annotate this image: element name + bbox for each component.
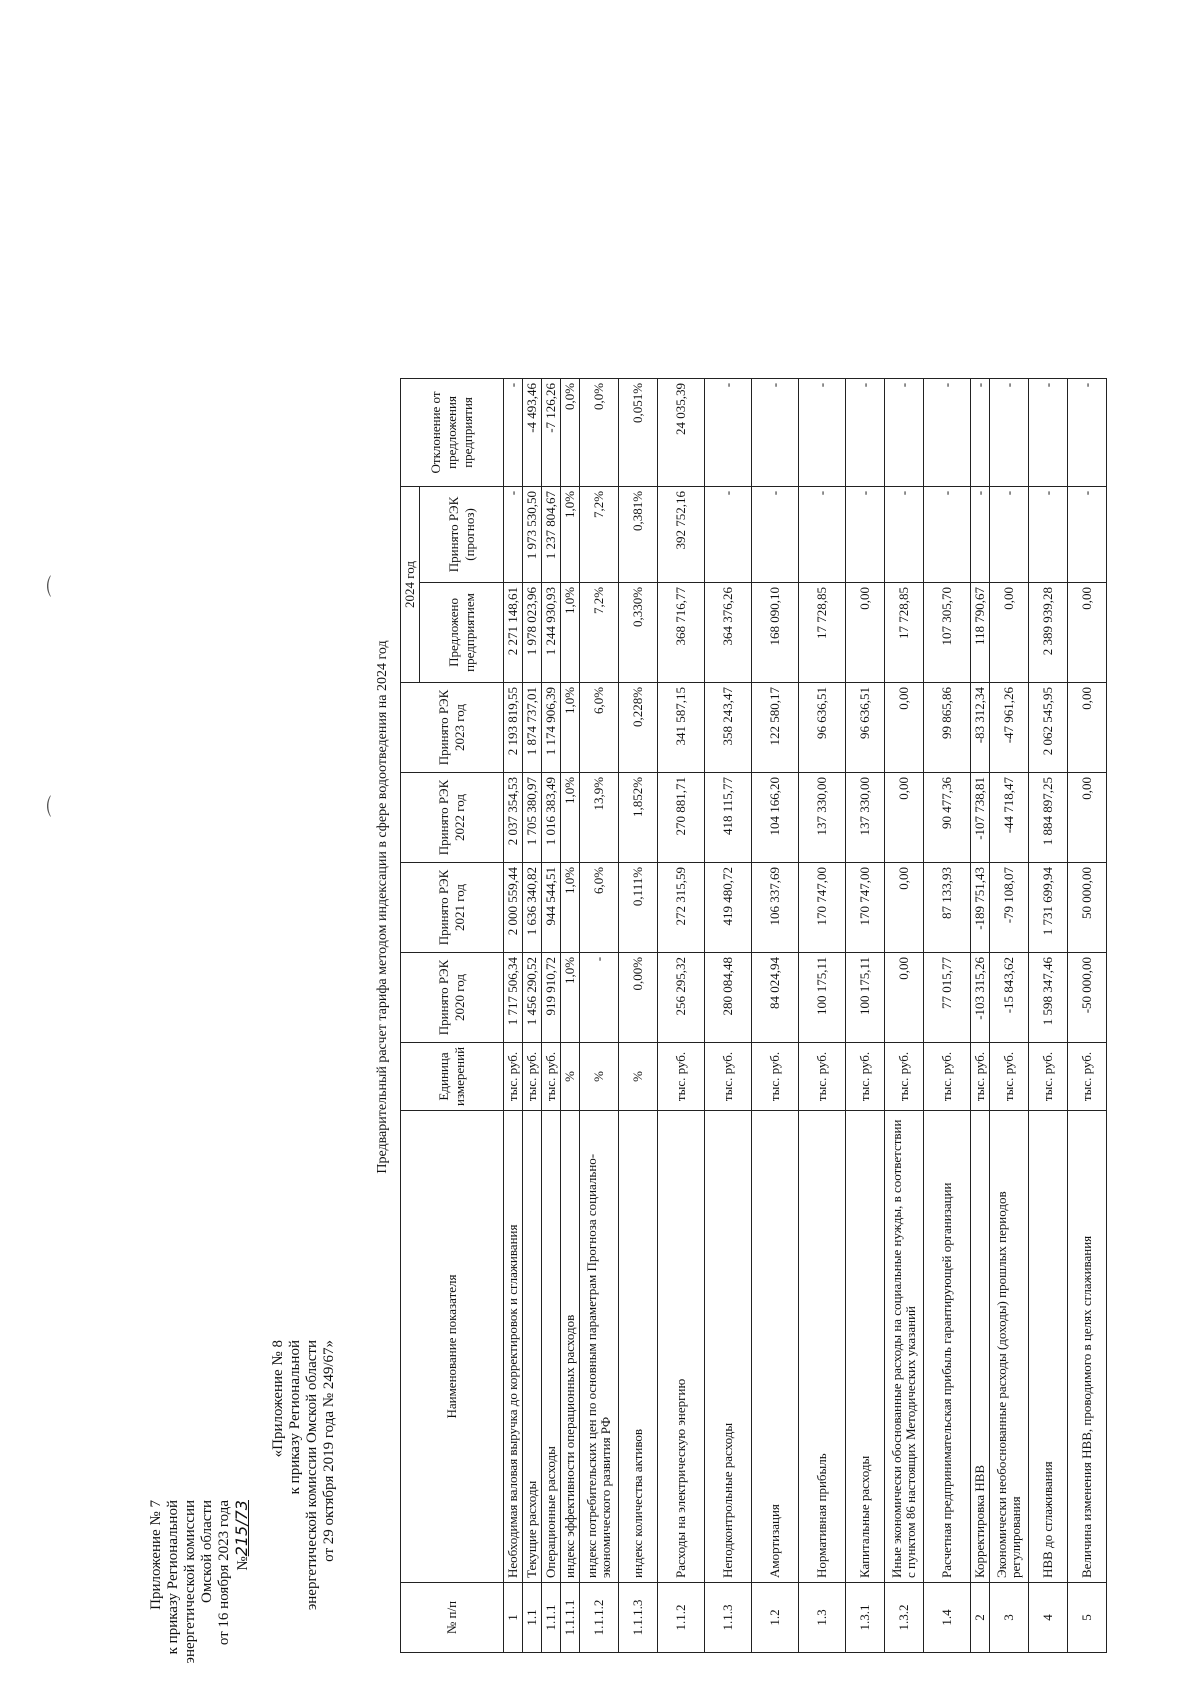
table-row [846, 378, 885, 1652]
cell-unit: тыс. руб. [752, 1042, 799, 1110]
cell-y2020: -50 000,00 [1068, 952, 1107, 1042]
appendix-7-number: 215/73 [232, 1500, 251, 1557]
cell-y2021: 2 000 559,44 [504, 862, 523, 952]
cell-y2021: 1,0% [561, 862, 580, 952]
cell-y2021: 6,0% [580, 862, 619, 952]
cell-proposed: 107 305,70 [924, 582, 971, 682]
cell-num: 2 [971, 1583, 990, 1653]
cell-y2021: 50 000,00 [1068, 862, 1107, 952]
cell-num: 4 [1029, 1583, 1068, 1653]
cell-y2020: 0,00% [619, 952, 658, 1042]
cell-num: 1.1.3 [705, 1583, 752, 1653]
cell-y2023: 6,0% [580, 682, 619, 772]
cell-y2023: 99 865,86 [924, 682, 971, 772]
cell-y2022: 1,0% [561, 772, 580, 862]
cell-deviation: - [705, 378, 752, 486]
cell-y2020: 256 295,32 [658, 952, 705, 1042]
cell-proposed: 2 389 939,28 [1029, 582, 1068, 682]
table-row [580, 378, 619, 1652]
cell-unit: тыс. руб. [1029, 1042, 1068, 1110]
cell-y2023: 0,00 [1068, 682, 1107, 772]
cell-name: индекс потребительских цен по основным параметрам Прогноза социально-экономического развития РФ [580, 1111, 619, 1583]
cell-y2023: 358 243,47 [705, 682, 752, 772]
cell-y2021: -79 108,07 [990, 862, 1029, 952]
cell-y2023: 96 636,51 [799, 682, 846, 772]
cell-name: индекс эффективности операционных расходов [561, 1111, 580, 1583]
cell-y2022: 1,852% [619, 772, 658, 862]
cell-y2022: -44 718,47 [990, 772, 1029, 862]
cell-accepted: 1 973 530,50 [523, 486, 542, 582]
cell-accepted: - [504, 486, 523, 582]
cell-y2020: -103 315,26 [971, 952, 990, 1042]
cell-name: Амортизация [752, 1111, 799, 1583]
cell-y2023: -83 312,34 [971, 682, 990, 772]
cell-y2022: 0,00 [885, 772, 924, 862]
cell-name: Необходимая валовая выручка до корректировок и сглаживания [504, 1111, 523, 1583]
cell-name: Величина изменения НВВ, проводимого в целях сглаживания [1068, 1111, 1107, 1583]
appendix-7-date: от 16 ноября 2023 года № [216, 1500, 251, 1646]
cell-proposed: 17 728,85 [885, 582, 924, 682]
cell-y2021: 419 480,72 [705, 862, 752, 952]
table-row [971, 378, 990, 1652]
cell-deviation: -7 126,26 [542, 378, 561, 486]
cell-name: индекс количества активов [619, 1111, 658, 1583]
cell-y2022: 104 166,20 [752, 772, 799, 862]
cell-proposed: 1,0% [561, 582, 580, 682]
cell-unit: тыс. руб. [846, 1042, 885, 1110]
cell-unit: тыс. руб. [924, 1042, 971, 1110]
cell-proposed: 364 376,26 [705, 582, 752, 682]
cell-y2021: 0,111% [619, 862, 658, 952]
header-proposed: Предложено предприятием [420, 582, 504, 682]
cell-y2020: 0,00 [885, 952, 924, 1042]
cell-name: Неподконтрольные расходы [705, 1111, 752, 1583]
cell-y2023: 122 580,17 [752, 682, 799, 772]
header-accepted: Принято РЭК (прогноз) [420, 486, 504, 582]
cell-proposed: 1 244 930,93 [542, 582, 561, 682]
cell-y2021: 944 544,51 [542, 862, 561, 952]
header-2022: Принято РЭК 2022 год [401, 772, 504, 862]
header-2021: Принято РЭК 2021 год [401, 862, 504, 952]
cell-accepted: - [705, 486, 752, 582]
cell-y2023: 1,0% [561, 682, 580, 772]
cell-y2022: 137 330,00 [846, 772, 885, 862]
cell-y2021: 170 747,00 [799, 862, 846, 952]
cell-deviation: - [504, 378, 523, 486]
table-row [542, 378, 561, 1652]
cell-unit: тыс. руб. [799, 1042, 846, 1110]
cell-unit: тыс. руб. [990, 1042, 1029, 1110]
cell-name: Операционные расходы [542, 1111, 561, 1583]
header-unit: Единица измерений [401, 1042, 504, 1110]
table-row [658, 378, 705, 1652]
cell-num: 1.1.1.2 [580, 1583, 619, 1653]
cell-proposed: 0,00 [1068, 582, 1107, 682]
cell-proposed: 2 271 148,61 [504, 582, 523, 682]
cell-unit: тыс. руб. [971, 1042, 990, 1110]
table-row [885, 378, 924, 1652]
cell-unit: тыс. руб. [542, 1042, 561, 1110]
table-row [561, 378, 580, 1652]
header-name: Наименование показателя [401, 1111, 504, 1583]
cell-accepted: - [799, 486, 846, 582]
cell-y2022: 2 037 354,53 [504, 772, 523, 862]
cell-num: 1.1.1.3 [619, 1583, 658, 1653]
cell-y2020: 1 717 506,34 [504, 952, 523, 1042]
table-row [705, 378, 752, 1652]
cell-deviation: 0,0% [561, 378, 580, 486]
cell-deviation: - [1068, 378, 1107, 486]
cell-deviation: - [846, 378, 885, 486]
appendix-8-line1: «Приложение № 8 [270, 1340, 286, 1458]
cell-y2023: 1 174 906,39 [542, 682, 561, 772]
cell-accepted: 1,0% [561, 486, 580, 582]
table-row [1068, 378, 1107, 1652]
cell-y2020: 84 024,94 [752, 952, 799, 1042]
cell-y2023: -47 961,26 [990, 682, 1029, 772]
cell-y2021: 170 747,00 [846, 862, 885, 952]
cell-proposed: 368 716,77 [658, 582, 705, 682]
cell-y2021: 106 337,69 [752, 862, 799, 952]
cell-num: 1.2 [752, 1583, 799, 1653]
cell-name: Корректировка НВВ [971, 1111, 990, 1583]
cell-y2023: 341 587,15 [658, 682, 705, 772]
cell-accepted: - [924, 486, 971, 582]
header-2024: 2024 год [401, 486, 420, 682]
cell-y2022: -107 738,81 [971, 772, 990, 862]
cell-name: Иные экономически обоснованные расходы на социальные нужды, в соответствии с пунктом 86 настоящих Методических указаний [885, 1111, 924, 1583]
cell-proposed: 0,00 [846, 582, 885, 682]
cell-unit: % [561, 1042, 580, 1110]
cell-y2021: 0,00 [885, 862, 924, 952]
cell-deviation: 0,051% [619, 378, 658, 486]
cell-y2021: 1 636 340,82 [523, 862, 542, 952]
appendix-8-line4: от 29 октября 2019 года № 249/67» [321, 1340, 337, 1562]
cell-unit: % [580, 1042, 619, 1110]
cell-name: НВВ до сглаживания [1029, 1111, 1068, 1583]
cell-accepted: - [846, 486, 885, 582]
header-num: № п/п [401, 1583, 504, 1653]
cell-y2021: -189 751,43 [971, 862, 990, 952]
cell-accepted: 7,2% [580, 486, 619, 582]
cell-y2022: 13,9% [580, 772, 619, 862]
cell-deviation: - [990, 378, 1029, 486]
cell-unit: % [619, 1042, 658, 1110]
cell-y2023: 2 193 819,55 [504, 682, 523, 772]
cell-proposed: 0,330% [619, 582, 658, 682]
cell-unit: тыс. руб. [658, 1042, 705, 1110]
cell-y2022: 90 477,36 [924, 772, 971, 862]
cell-y2020: 100 175,11 [846, 952, 885, 1042]
cell-y2023: 2 062 545,95 [1029, 682, 1068, 772]
cell-y2020: 100 175,11 [799, 952, 846, 1042]
cell-unit: тыс. руб. [523, 1042, 542, 1110]
cell-name: Расходы на электрическую энергию [658, 1111, 705, 1583]
table-row [504, 378, 523, 1652]
cell-y2023: 1 874 737,01 [523, 682, 542, 772]
cell-deviation: - [885, 378, 924, 486]
cell-name: Текущие расходы [523, 1111, 542, 1583]
header-2020: Принято РЭК 2020 год [401, 952, 504, 1042]
cell-y2020: 1 598 347,46 [1029, 952, 1068, 1042]
cell-y2020: 77 015,77 [924, 952, 971, 1042]
cell-accepted: 1 237 804,67 [542, 486, 561, 582]
cell-num: 1 [504, 1583, 523, 1653]
appendix-7-line2: к приказу Региональной [165, 1500, 181, 1655]
cell-y2022: 1 884 897,25 [1029, 772, 1068, 862]
cell-accepted: - [885, 486, 924, 582]
cell-y2022: 0,00 [1068, 772, 1107, 862]
cell-num: 1.1.2 [658, 1583, 705, 1653]
cell-deviation: 0,0% [580, 378, 619, 486]
cell-y2021: 272 315,59 [658, 862, 705, 952]
cell-accepted: - [752, 486, 799, 582]
cell-y2020: -15 843,62 [990, 952, 1029, 1042]
cell-y2021: 87 133,93 [924, 862, 971, 952]
cell-y2020: 1,0% [561, 952, 580, 1042]
header-2023: Принято РЭК 2023 год [401, 682, 504, 772]
cell-y2020: 1 456 290,52 [523, 952, 542, 1042]
cell-deviation: -4 493,46 [523, 378, 542, 486]
cell-y2022: 1 016 383,49 [542, 772, 561, 862]
appendix-7-line4 [216, 1500, 252, 1697]
document-title: Предварительный расчет тарифа методом индексации в сфере водоотведения на 2024 год [375, 640, 390, 1174]
cell-accepted: - [1068, 486, 1107, 582]
table-row [1029, 378, 1068, 1652]
cell-unit: тыс. руб. [504, 1042, 523, 1110]
cell-name: Экономически необоснованные расходы (доходы) прошлых периодов регулирования [990, 1111, 1029, 1583]
cell-deviation: - [752, 378, 799, 486]
table-row [523, 378, 542, 1652]
cell-y2020: - [580, 952, 619, 1042]
cell-unit: тыс. руб. [1068, 1042, 1107, 1110]
table-row [990, 378, 1029, 1652]
cell-num: 3 [990, 1583, 1029, 1653]
cell-accepted: 0,381% [619, 486, 658, 582]
cell-y2021: 1 731 699,94 [1029, 862, 1068, 952]
cell-num: 1.3.1 [846, 1583, 885, 1653]
header-deviation: Отклонение от предложения предприятия [401, 378, 504, 486]
cell-name: Нормативная прибыль [799, 1111, 846, 1583]
appendix-7-line3: энергетической комиссии Омской области [182, 1500, 215, 1664]
cell-deviation: 24 035,39 [658, 378, 705, 486]
cell-y2023: 96 636,51 [846, 682, 885, 772]
cell-num: 1.1.1.1 [561, 1583, 580, 1653]
cell-y2020: 280 084,48 [705, 952, 752, 1042]
cell-accepted: - [990, 486, 1029, 582]
cell-proposed: 118 790,67 [971, 582, 990, 682]
table-row [752, 378, 799, 1652]
cell-deviation: - [1029, 378, 1068, 486]
cell-proposed: 168 090,10 [752, 582, 799, 682]
cell-proposed: 17 728,85 [799, 582, 846, 682]
cell-accepted: - [971, 486, 990, 582]
cell-proposed: 1 978 023,96 [523, 582, 542, 682]
punch-mark: ⌒ [46, 794, 71, 817]
cell-num: 1.1.1 [542, 1583, 561, 1653]
cell-y2023: 0,00 [885, 682, 924, 772]
cell-name: Расчетная предпринимательская прибыль гарантирующей организации [924, 1111, 971, 1583]
cell-unit: тыс. руб. [885, 1042, 924, 1110]
cell-proposed: 7,2% [580, 582, 619, 682]
cell-num: 5 [1068, 1583, 1107, 1653]
cell-y2022: 137 330,00 [799, 772, 846, 862]
cell-num: 1.3.2 [885, 1583, 924, 1653]
cell-unit: тыс. руб. [705, 1042, 752, 1110]
appendix-7-line1: Приложение № 7 [148, 1500, 164, 1610]
cell-deviation: - [799, 378, 846, 486]
cell-name: Капитальные расходы [846, 1111, 885, 1583]
table-row [799, 378, 846, 1652]
cell-deviation: - [924, 378, 971, 486]
cell-proposed: 0,00 [990, 582, 1029, 682]
appendix-7-header [148, 1500, 252, 1697]
cell-y2020: 919 910,72 [542, 952, 561, 1042]
cell-y2022: 270 881,71 [658, 772, 705, 862]
cell-num: 1.1 [523, 1583, 542, 1653]
cell-accepted: - [1029, 486, 1068, 582]
table-header-row [401, 378, 420, 1652]
appendix-8-header [270, 1340, 338, 1610]
cell-y2022: 418 115,77 [705, 772, 752, 862]
cell-y2022: 1 705 380,97 [523, 772, 542, 862]
cell-y2023: 0,228% [619, 682, 658, 772]
appendix-8-line2: к приказу Региональной [287, 1340, 303, 1495]
tariff-table [400, 378, 1107, 1653]
cell-num: 1.4 [924, 1583, 971, 1653]
appendix-8-line3: энергетической комиссии Омской области [304, 1340, 320, 1611]
cell-num: 1.3 [799, 1583, 846, 1653]
table-body [504, 378, 1107, 1652]
cell-accepted: 392 752,16 [658, 486, 705, 582]
punch-mark: ⌒ [46, 574, 71, 597]
table-row [924, 378, 971, 1652]
table-row [619, 378, 658, 1652]
cell-deviation: - [971, 378, 990, 486]
